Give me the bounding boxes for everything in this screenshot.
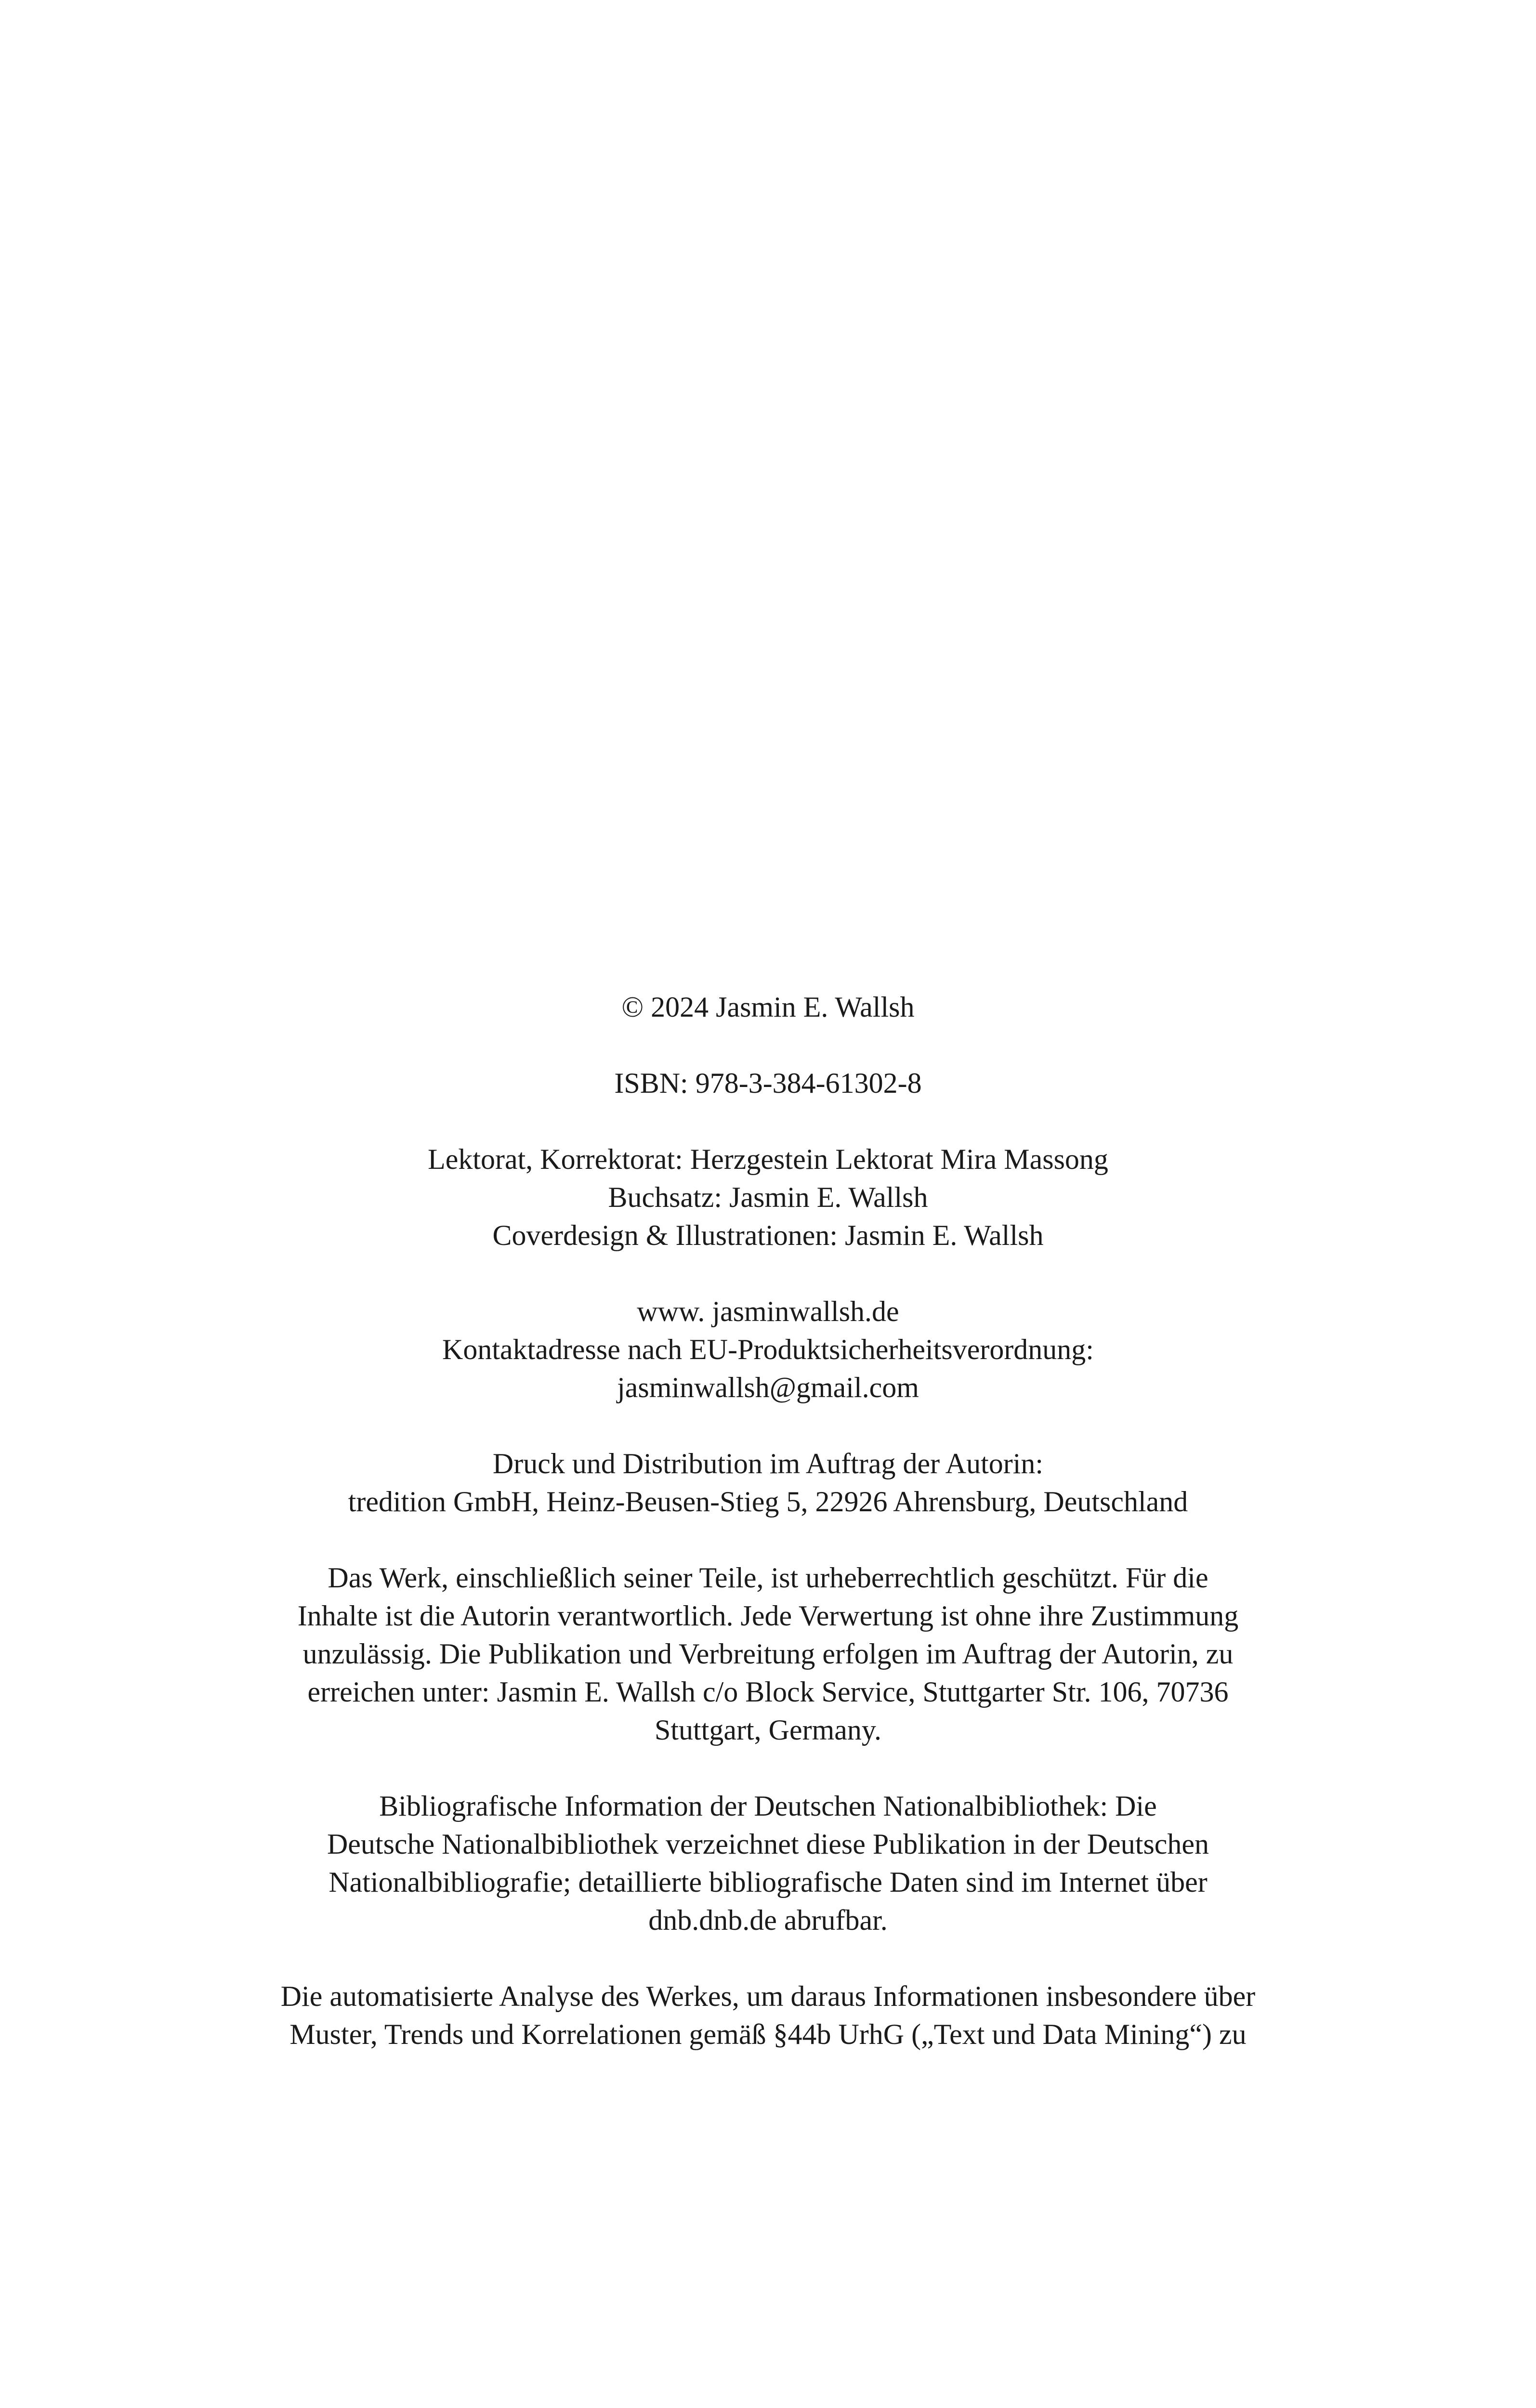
- contact-block: [0, 1293, 1536, 1407]
- rights-line: Das Werk, einschließlich seiner Teile, ist urheberrechtlich geschützt. Für die: [328, 1562, 1208, 1594]
- rights-line: unzulässig. Die Publikation und Verbreitung erfolgen im Auftrag der Autorin, zu: [302, 1638, 1234, 1670]
- credits-block: [0, 1140, 1536, 1255]
- bibliography-line: Deutsche Nationalbibliothek verzeichnet diese Publikation in der Deutschen: [327, 1828, 1209, 1860]
- credits-line: Buchsatz: Jasmin E. Wallsh: [608, 1181, 928, 1213]
- bibliography-line: dnb.dnb.de abrufbar.: [648, 1904, 888, 1936]
- website-line: www. jasminwallsh.de: [637, 1296, 899, 1327]
- rights-line: erreichen unter: Jasmin E. Wallsh c/o Block Service, Stuttgarter Str. 106, 70736: [307, 1676, 1229, 1708]
- tdm-block: [0, 1977, 1536, 2054]
- credits-line: Coverdesign & Illustrationen: Jasmin E. Wallsh: [492, 1219, 1044, 1251]
- distribution-line: Druck und Distribution im Auftrag der Autorin:: [492, 1448, 1044, 1479]
- isbn-block: [0, 1064, 1536, 1102]
- rights-line: Inhalte ist die Autorin verantwortlich. Jede Verwertung ist ohne ihre Zustimmung: [297, 1600, 1239, 1632]
- rights-block: [0, 1559, 1536, 1749]
- distribution-line: tredition GmbH, Heinz-Beusen-Stieg 5, 22926 Ahrensburg, Deutschland: [348, 1486, 1188, 1518]
- distribution-block: [0, 1445, 1536, 1521]
- contact-label-line: Kontaktadresse nach EU-Produktsicherheitsverordnung:: [442, 1334, 1094, 1365]
- bibliography-line: Bibliografische Information der Deutschen Nationalbibliothek: Die: [379, 1790, 1157, 1822]
- isbn-line: ISBN: 978-3-384-61302-8: [614, 1067, 922, 1099]
- rights-line: Stuttgart, Germany.: [654, 1714, 881, 1746]
- tdm-line: Die automatisierte Analyse des Werkes, um daraus Informationen insbesondere über: [280, 1980, 1256, 2012]
- imprint-text: [0, 988, 1536, 2092]
- bibliography-line: Nationalbibliografie; detaillierte bibliografische Daten sind im Internet über: [328, 1866, 1208, 1898]
- copyright-block: [0, 988, 1536, 1026]
- email-line: jasminwallsh@gmail.com: [617, 1372, 919, 1403]
- credits-line: Lektorat, Korrektorat: Herzgestein Lektorat Mira Massong: [428, 1143, 1108, 1175]
- bibliography-block: [0, 1787, 1536, 1939]
- tdm-line: Muster, Trends und Korrelationen gemäß §44b UrhG („Text und Data Mining“) zu: [289, 2018, 1247, 2050]
- copyright-line: © 2024 Jasmin E. Wallsh: [621, 991, 915, 1023]
